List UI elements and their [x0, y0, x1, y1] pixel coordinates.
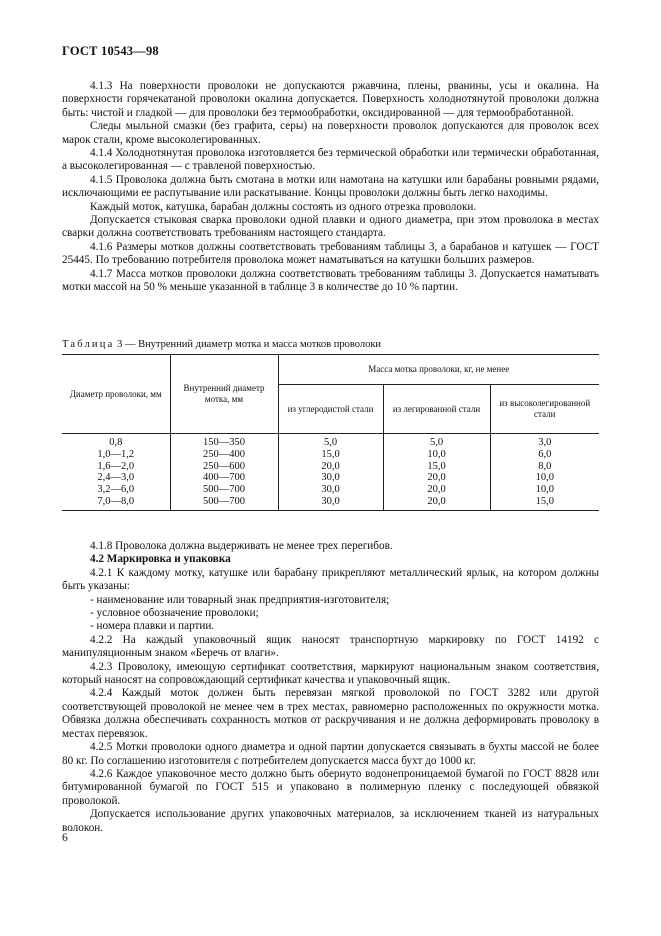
paragraph-soap-traces: Следы мыльной смазки (без графита, серы) на поверхности проволок допускаются для проволок всех марок стали, кроме высоколегированных. — [62, 120, 599, 146]
table-cell: 1,6—2,0 — [97, 460, 135, 472]
table-cell: 30,0 — [321, 484, 340, 496]
paragraph-4-2-6: 4.2.6 Каждое упаковочное место должно быть обернуто водонепроницаемой бумагой по ГОСТ 8828 или битумированной бумагой по ГОСТ 515 и упаковано в полимерную пленку с последующей обвязкой проволокой. — [62, 767, 599, 807]
paragraph-single-piece: Каждый моток, катушка, барабан должны состоять из одного отрезка проволоки. — [90, 200, 477, 213]
list-item: - условное обозначение проволоки; — [90, 607, 259, 620]
table-caption-word: Таблица — [62, 339, 115, 350]
table-cell: 20,0 — [427, 495, 446, 507]
table-cell: 2,4—3,0 — [97, 472, 135, 484]
document-header: ГОСТ 10543—98 — [62, 44, 159, 58]
section-4-2-text — [62, 540, 599, 835]
paragraph-4-1-6: 4.1.6 Размеры мотков должны соответствовать требованиям таблицы 3, а барабанов и катушек — ГОСТ 25445. По требованию потребителя проволока может наматываться на катушки больших размеров. — [62, 240, 599, 267]
table-cell: 250—400 — [203, 448, 245, 460]
table-cell: 5,0 — [323, 437, 338, 448]
table-cell: 8,0 — [538, 460, 552, 472]
table-caption-text: 3 — Внутренний диаметр мотка и масса мотков проволоки — [117, 339, 382, 350]
table-cell: 0,8 — [109, 437, 123, 448]
paragraph-butt-welding: Допускается стыковая сварка проволоки одной плавки и одного диаметра, при этом проволока в местах сварки должна соответствовать требованиям настоящего стандарта. — [62, 214, 599, 240]
table-cell: 10,0 — [427, 448, 446, 460]
alloy-steel-column — [383, 434, 490, 511]
col-header-wire-diameter: Диаметр проволоки, мм — [62, 355, 170, 434]
paragraph-4-2-1: 4.2.1 К каждому мотку, катушке или барабану прикрепляют металлический ярлык, на котором должны быть указаны: — [62, 566, 599, 593]
table-cell: 15,0 — [321, 448, 340, 460]
carbon-steel-column — [278, 434, 383, 511]
table-cell: 400—700 — [203, 472, 245, 484]
section-4-1-text — [62, 80, 599, 295]
high-alloy-steel-column — [490, 434, 599, 511]
list-item: - номера плавки и партии. — [90, 620, 215, 633]
paragraph-4-1-7: 4.1.7 Масса мотков проволоки должна соответствовать требованиям таблицы 3. Допускается наматывать мотки массой на 50 % меньше указанной в таблице 3 в количестве до 10 % партии. — [62, 267, 599, 294]
table-body-row — [62, 434, 599, 511]
page-number: 6 — [62, 832, 68, 844]
table-cell: 15,0 — [427, 460, 446, 472]
table-cell: 5,0 — [429, 437, 444, 448]
table-cell: 20,0 — [321, 460, 340, 472]
table-cell: 1,0—1,2 — [97, 448, 135, 460]
wire-diameter-column — [62, 434, 170, 511]
col-header-high-alloy-steel: из высоколегированной стали — [490, 385, 599, 434]
table-cell: 10,0 — [535, 484, 554, 496]
col-header-coil-mass: Масса мотка проволоки, кг, не менее — [278, 355, 599, 385]
table-cell: 3,0 — [538, 437, 552, 448]
table-cell: 500—700 — [203, 484, 245, 496]
table-cell: 30,0 — [321, 472, 340, 484]
paragraph-4-2-3: 4.2.3 Проволоку, имеющую сертификат соответствия, маркируют национальным знаком соответствия, который наносят на сопровождающий сертификат качества и упаковочный ящик. — [62, 660, 599, 687]
col-header-alloy-steel: из легированной стали — [383, 385, 490, 434]
paragraph-4-1-3: 4.1.3 На поверхности проволоки не допускаются ржавчина, плены, рванины, усы и окалина. На поверхности горячекатаной проволоки окалина допускается. Поверхность холоднотянутой проволоки должна быть: чистой и гладкой — для проволоки без термообработки, оксидированной — для термообработанной. — [62, 80, 599, 119]
table-cell: 30,0 — [321, 495, 340, 507]
table-cell: 150—350 — [203, 437, 245, 448]
paragraph-4-1-4: 4.1.4 Холоднотянутая проволока изготовляется без термической обработки или термически обработанная, а высоколегированная — с травленой поверхностью. — [62, 147, 599, 173]
inner-diameter-column — [170, 434, 278, 511]
paragraph-4-2-4: 4.2.4 Каждый моток должен быть перевязан мягкой проволокой по ГОСТ 3282 или другой соответствующей проволокой не менее чем в трех местах, равномерно расположенных по окружности мотка. Обвязка должна обеспечивать сохранность мотков от раскручивания и не должна деформировать проволоку в местах перевязок. — [62, 687, 599, 740]
table-cell: 20,0 — [427, 484, 446, 496]
paragraph-4-2-5: 4.2.5 Мотки проволоки одного диаметра и одной партии допускается связывать в бухты массой не более 80 кг. По соглашению изготовителя с потребителем допускается масса бухт до 1000 кг. — [62, 741, 599, 767]
paragraph-4-1-5: 4.1.5 Проволока должна быть смотана в мотки или намотана на катушки или барабаны ровными рядами, исключающими ее распутывание или раскатывание. Концы проволоки должны быть легко находимы. — [62, 173, 599, 200]
table-caption — [62, 339, 381, 350]
paragraph-4-2-2: 4.2.2 На каждый упаковочный ящик наносят транспортную маркировку по ГОСТ 14192 с манипуляционным знаком «Беречь от влаги». — [62, 633, 599, 660]
col-header-carbon-steel: из углеродистой стали — [278, 385, 383, 434]
table-cell: 500—700 — [203, 495, 245, 507]
table-3 — [62, 354, 599, 511]
section-heading-4-2: 4.2 Маркировка и упаковка — [90, 553, 231, 566]
paragraph-4-1-8: 4.1.8 Проволока должна выдерживать не менее трех перегибов. — [90, 540, 393, 552]
table-cell: 6,0 — [538, 448, 552, 460]
list-item: - наименование или товарный знак предприятия-изготовителя; — [90, 593, 390, 606]
table-cell: 10,0 — [535, 472, 554, 484]
table-cell: 7,0—8,0 — [97, 495, 135, 507]
table-cell: 250—600 — [203, 460, 245, 472]
table-cell: 3,2—6,0 — [97, 484, 135, 496]
table-cell: 20,0 — [427, 472, 446, 484]
table-cell: 15,0 — [535, 495, 554, 507]
paragraph-other-materials: Допускается использование других упаковочных материалов, за исключением тканей из натуральных волокон. — [62, 808, 599, 834]
col-header-inner-diameter: Внутренний диаметр мотка, мм — [170, 355, 278, 434]
